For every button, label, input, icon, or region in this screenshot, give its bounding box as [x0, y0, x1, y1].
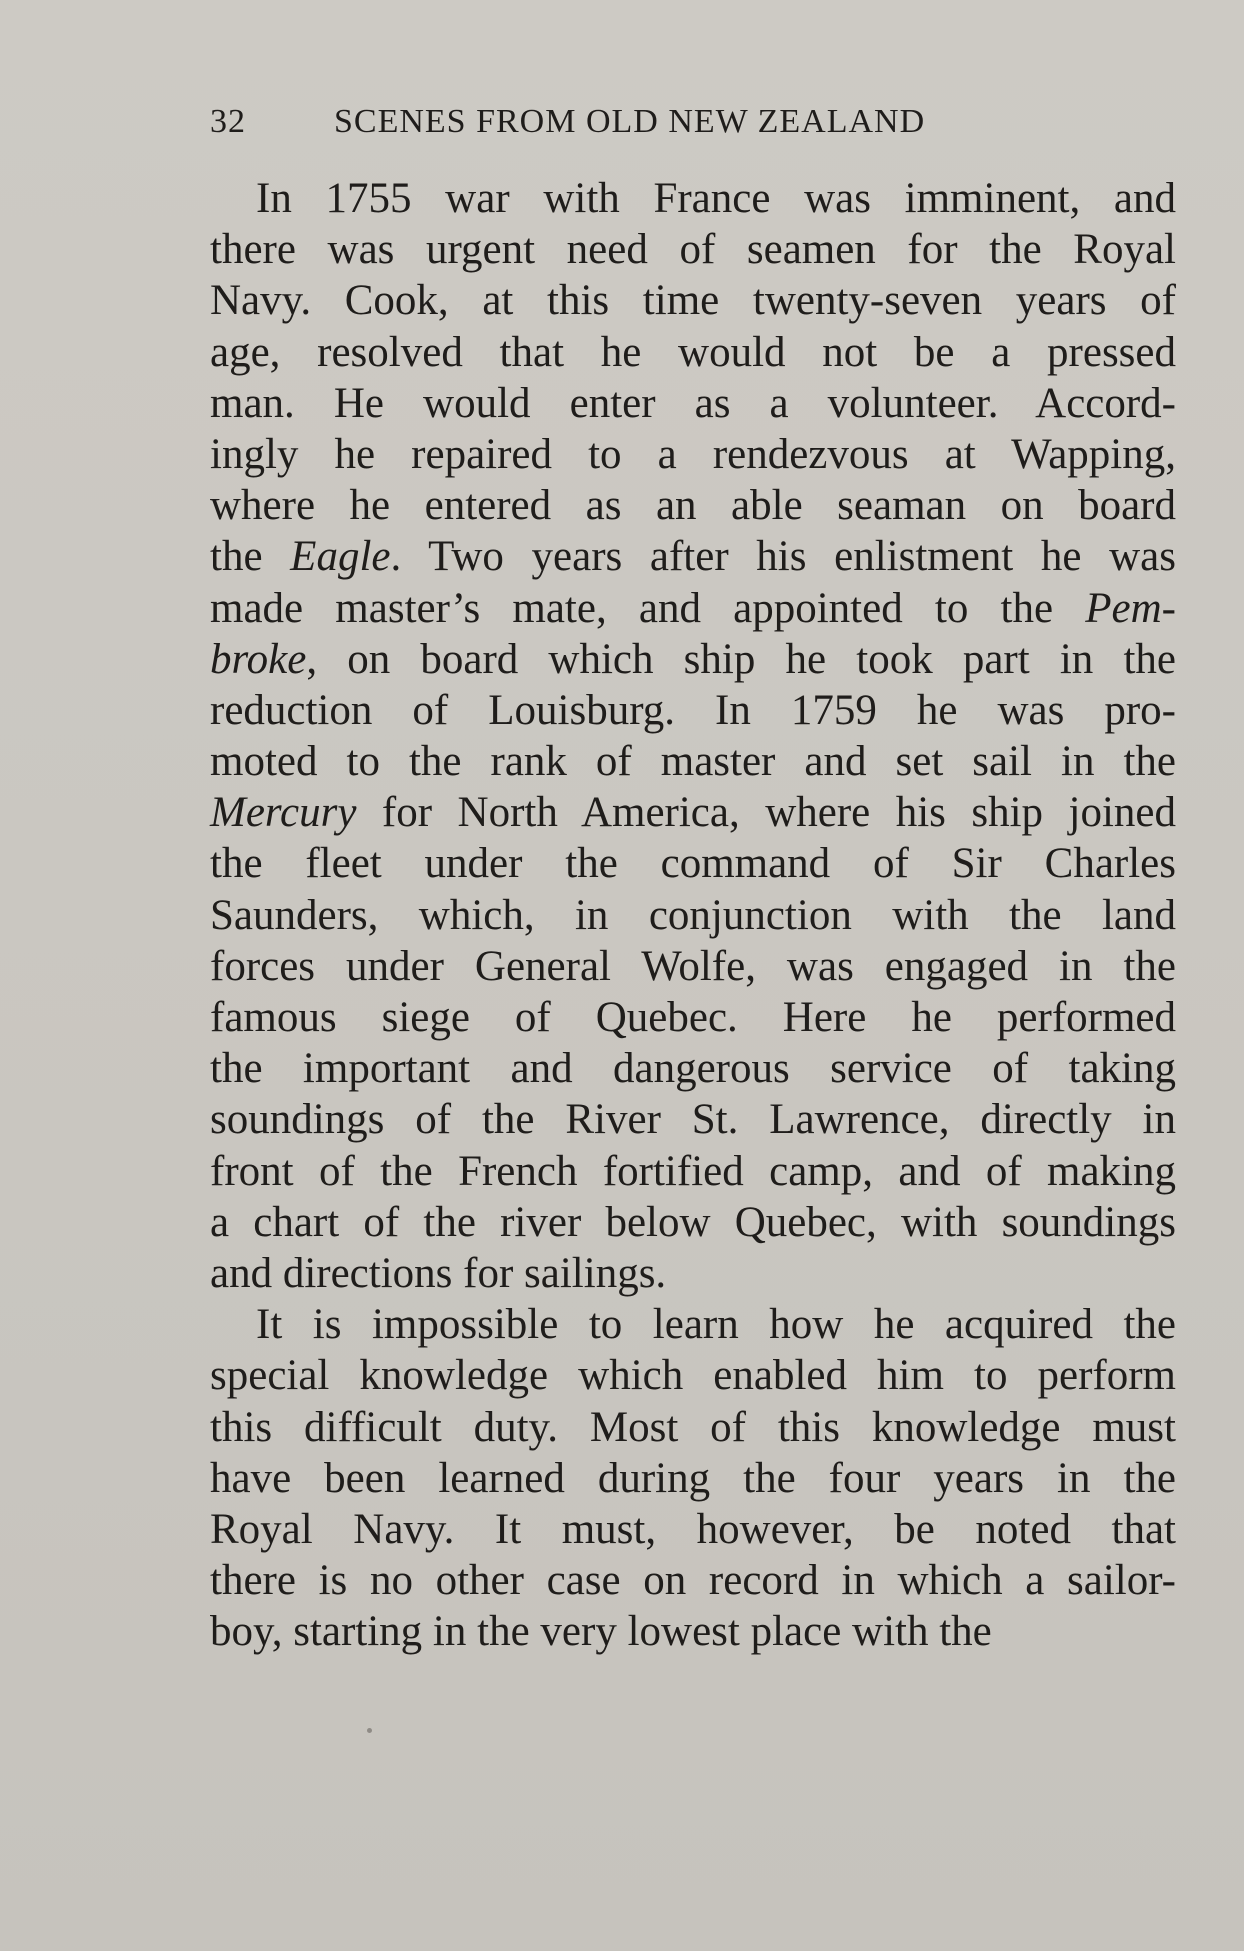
text-line	[210, 838, 1176, 889]
text-line	[210, 787, 1176, 838]
text-segment: special knowledge which enabled him to perform	[210, 1352, 1176, 1400]
text-line	[210, 736, 1176, 787]
text-segment: and directions for sailings.	[210, 1249, 667, 1297]
text-line	[210, 429, 1176, 480]
paper-speck	[367, 1728, 372, 1733]
text-line	[210, 1453, 1176, 1504]
text-segment: have been learned during the four years in the	[210, 1454, 1176, 1502]
text-segment: ingly he repaired to a rendezvous at Wapping,	[210, 430, 1176, 478]
text-line	[210, 685, 1176, 736]
text-line	[210, 1197, 1176, 1248]
text-segment: for North America, where his ship joined	[356, 789, 1176, 837]
text-segment: made master’s mate, and appointed to the	[210, 584, 1086, 632]
text-segment: , on board which ship he took part in the	[306, 635, 1176, 683]
text-line	[210, 634, 1176, 685]
text-line	[210, 1248, 1176, 1299]
text-line	[210, 1555, 1176, 1606]
text-segment: boy, starting in the very lowest place with the	[210, 1608, 992, 1656]
text-line	[210, 941, 1176, 992]
text-segment: there is no other case on record in which a sailor-	[210, 1557, 1176, 1605]
text-segment: Navy. Cook, at this time twenty-seven years of	[210, 277, 1176, 325]
body-text	[210, 173, 1176, 1657]
text-segment: a chart of the river below Quebec, with soundings	[210, 1198, 1176, 1246]
text-segment: where he entered as an able seaman on board	[210, 482, 1176, 530]
text-line	[210, 1146, 1176, 1197]
text-segment: famous siege of Quebec. Here he performed	[210, 994, 1176, 1041]
italic-text: Mercury	[210, 789, 357, 837]
text-segment: front of the French fortified camp, and of making	[210, 1147, 1176, 1195]
italic-text: Eagle	[290, 533, 391, 581]
running-title: SCENES FROM OLD NEW ZEALAND	[334, 103, 926, 140]
text-line	[210, 1094, 1176, 1145]
italic-text: Pem-	[1085, 584, 1176, 632]
text-segment: forces under General Wolfe, was engaged in the	[210, 942, 1176, 990]
text-line	[210, 480, 1176, 531]
text-segment: soundings of the River St. Lawrence, directly in	[210, 1096, 1176, 1144]
text-segment: there was urgent need of seamen for the Royal	[210, 226, 1176, 274]
running-head	[210, 100, 1050, 144]
text-segment: the important and dangerous service of taking	[210, 1045, 1176, 1093]
text-segment: age, resolved that he would not be a pressed	[210, 328, 1176, 376]
text-line	[210, 1043, 1176, 1094]
text-line	[210, 1350, 1176, 1401]
text-line	[210, 224, 1176, 275]
text-line	[210, 583, 1176, 634]
text-segment: reduction of Louisburg. In 1759 he was pro-	[210, 686, 1176, 734]
text-segment: Royal Navy. It must, however, be noted that	[210, 1505, 1176, 1553]
text-line	[210, 173, 1176, 224]
text-segment: this difficult duty. Most of this knowledge must	[210, 1403, 1176, 1451]
text-line	[210, 531, 1176, 582]
text-segment: the	[210, 533, 291, 581]
text-line	[210, 1606, 1176, 1657]
page-number: 32	[210, 103, 246, 140]
text-line	[210, 275, 1176, 326]
text-line	[210, 890, 1176, 941]
text-line	[210, 327, 1176, 378]
text-line	[210, 378, 1176, 429]
text-line	[210, 992, 1176, 1043]
text-line	[210, 1402, 1176, 1453]
text-segment: moted to the rank of master and set sail in the	[210, 738, 1176, 786]
italic-text: broke	[210, 635, 307, 683]
text-segment: In 1755 war with France was imminent, and	[256, 175, 1176, 222]
text-line	[210, 1299, 1176, 1350]
text-line	[210, 1504, 1176, 1555]
text-segment: the fleet under the command of Sir Charles	[210, 840, 1176, 888]
text-segment: It is impossible to learn how he acquired the	[256, 1301, 1176, 1349]
text-segment: . Two years after his enlistment he was	[390, 533, 1176, 581]
text-segment: Saunders, which, in conjunction with the land	[210, 891, 1176, 939]
text-segment: man. He would enter as a volunteer. Accord-	[210, 379, 1176, 427]
